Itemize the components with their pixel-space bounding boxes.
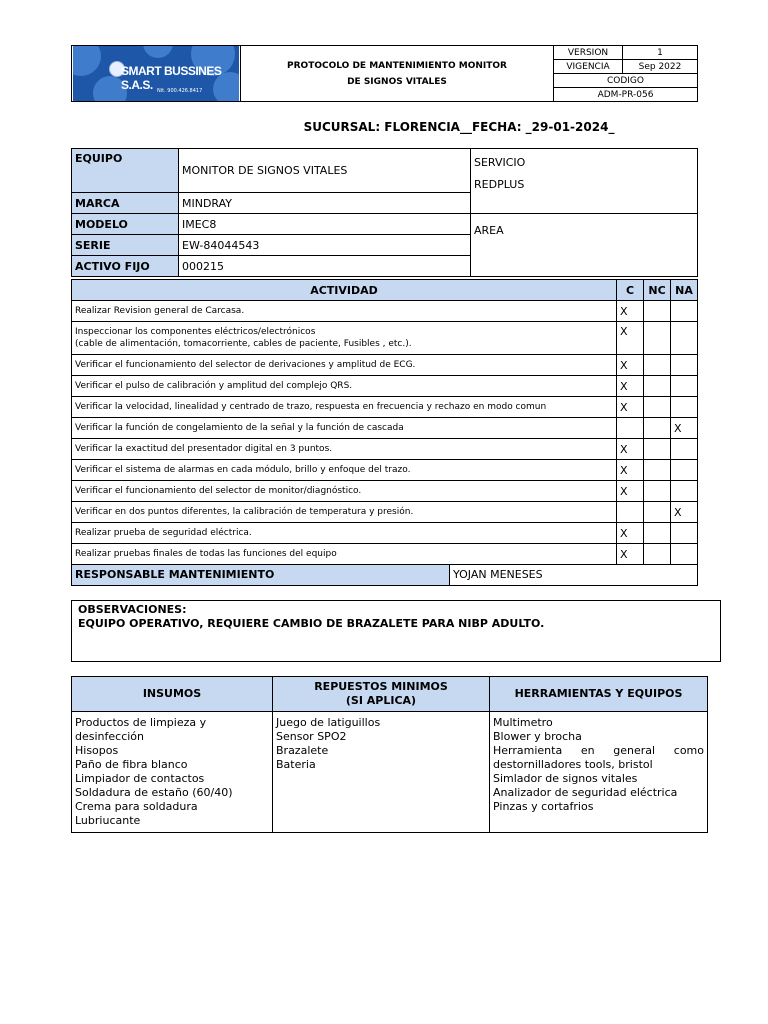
check-c (617, 418, 644, 439)
col-na-header: NA (671, 280, 698, 301)
list-item: Bateria (276, 758, 316, 771)
sucursal-text: SUCURSAL: FLORENCIA__FECHA: _29-01-2024_ (303, 120, 615, 134)
servicio-value: REDPLUS (474, 178, 525, 191)
list-item: Hisopos (75, 744, 119, 757)
responsable-row (72, 565, 698, 586)
check-nc (644, 481, 671, 502)
list-item: Crema para soldadura (75, 800, 198, 813)
list-item: Analizador de seguridad eléctrica (493, 786, 678, 799)
list-item: Multimetro (493, 716, 553, 729)
version-value: 1 (623, 46, 698, 60)
check-c (617, 502, 644, 523)
check-na (671, 481, 698, 502)
codigo-label: CODIGO (554, 74, 698, 88)
check-c: X (617, 355, 644, 376)
list-item: Limpiador de contactos (75, 772, 205, 785)
activity-row (72, 322, 698, 355)
responsable-value: YOJAN MENESES (453, 568, 543, 581)
check-nc (644, 322, 671, 355)
check-na (671, 523, 698, 544)
check-na (671, 544, 698, 565)
activo-fijo-value: 000215 (179, 256, 471, 277)
list-item: Simlador de signos vitales (493, 772, 638, 785)
activity-text-line-2: (cable de alimentación, tomacorriente, cables de paciente, Fusibles , etc.). (75, 339, 412, 349)
check-na (671, 376, 698, 397)
list-item: Productos de limpieza y desinfección (75, 716, 207, 743)
activity-text: Verificar el funcionamiento del selector de derivaciones y amplitud de ECG. (72, 355, 617, 376)
list-item: Brazalete (276, 744, 329, 757)
observations-label: OBSERVACIONES: (78, 603, 187, 616)
check-nc (644, 439, 671, 460)
area-label: AREA (471, 214, 698, 277)
logo-cell (72, 46, 241, 102)
check-c: X (617, 481, 644, 502)
check-c: X (617, 301, 644, 322)
activity-row (72, 301, 698, 322)
activity-text: Verificar la exactitud del presentador digital en 3 puntos. (72, 439, 617, 460)
insumos-list (72, 712, 273, 833)
check-na: X (671, 502, 698, 523)
document-header (71, 45, 698, 102)
version-label: VERSION (554, 46, 623, 60)
list-item: Lubriucante (75, 814, 141, 827)
marca-value: MINDRAY (179, 193, 471, 214)
check-na (671, 322, 698, 355)
herramientas-header: HERRAMIENTAS Y EQUIPOS (490, 677, 708, 712)
list-item: Juego de latiguillos (276, 716, 381, 729)
activity-text: Verificar la velocidad, linealidad y centrado de trazo, respuesta en frecuencia y rechazo en modo comun (72, 397, 617, 418)
equipment-info-table (71, 148, 698, 277)
title-line-2: DE SIGNOS VITALES (347, 76, 447, 87)
activity-text-line-1: Inspeccionar los componentes eléctricos/electrónicos (75, 327, 316, 337)
serie-label: SERIE (72, 235, 179, 256)
equipo-label: EQUIPO (72, 149, 179, 193)
check-c: X (617, 460, 644, 481)
activity-row (72, 523, 698, 544)
check-c: X (617, 376, 644, 397)
check-na (671, 397, 698, 418)
document-title (241, 46, 554, 102)
activity-text (72, 322, 617, 355)
activity-row (72, 544, 698, 565)
insumos-header: INSUMOS (72, 677, 273, 712)
activity-text: Verificar la función de congelamiento de la señal y la función de cascada (72, 418, 617, 439)
check-na (671, 439, 698, 460)
responsable-label: RESPONSABLE MANTENIMIENTO (72, 565, 450, 585)
activity-text: Realizar prueba de seguridad eléctrica. (72, 523, 617, 544)
check-nc (644, 502, 671, 523)
check-na (671, 301, 698, 322)
activity-text: Realizar Revision general de Carcasa. (72, 301, 617, 322)
vigencia-label: VIGENCIA (554, 60, 623, 74)
activity-row (72, 355, 698, 376)
activity-text: Verificar en dos puntos diferentes, la calibración de temperatura y presión. (72, 502, 617, 523)
supplies-table (71, 676, 708, 833)
list-item: Paño de fibra blanco (75, 758, 188, 771)
activo-fijo-label: ACTIVO FIJO (72, 256, 179, 277)
check-nc (644, 355, 671, 376)
repuestos-list (273, 712, 490, 833)
activity-text: Verificar el funcionamiento del selector de monitor/diagnóstico. (72, 481, 617, 502)
observations-box (71, 600, 721, 662)
check-nc (644, 544, 671, 565)
check-c: X (617, 439, 644, 460)
activities-table (71, 279, 698, 586)
check-na (671, 355, 698, 376)
company-logo (73, 46, 239, 101)
check-c: X (617, 322, 644, 355)
vigencia-value: Sep 2022 (623, 60, 698, 74)
activity-row (72, 481, 698, 502)
servicio-cell (471, 149, 698, 214)
col-c-header: C (617, 280, 644, 301)
check-na: X (671, 418, 698, 439)
check-nc (644, 460, 671, 481)
activity-row (72, 502, 698, 523)
list-item: Herramienta en general como (493, 744, 704, 757)
codigo-value: ADM-PR-056 (554, 88, 698, 102)
check-c: X (617, 397, 644, 418)
check-nc (644, 301, 671, 322)
observations-text: EQUIPO OPERATIVO, REQUIERE CAMBIO DE BRAZALETE PARA NIBP ADULTO. (78, 617, 545, 630)
list-item: Sensor SPO2 (276, 730, 347, 743)
modelo-label: MODELO (72, 214, 179, 235)
repuestos-header-line-2: (SI APLICA) (345, 694, 417, 707)
logo-nit: Nit. 900.426.8417 (157, 88, 203, 94)
sucursal-date-line (0, 120, 768, 134)
check-nc (644, 376, 671, 397)
activity-text: Verificar el sistema de alarmas en cada módulo, brillo y enfoque del trazo. (72, 460, 617, 481)
servicio-label: SERVICIO (474, 156, 526, 169)
check-c: X (617, 523, 644, 544)
herramientas-list (490, 712, 708, 833)
marca-label: MARCA (72, 193, 179, 214)
check-na (671, 460, 698, 481)
activity-row (72, 397, 698, 418)
logo-text: SMART BUSSINES S.A.S. (121, 64, 222, 92)
title-line-1: PROTOCOLO DE MANTENIMIENTO MONITOR (287, 60, 507, 71)
check-nc (644, 397, 671, 418)
list-item: Soldadura de estaño (60/40) (75, 786, 233, 799)
repuestos-header-line-1: REPUESTOS MINIMOS (314, 680, 448, 693)
activity-row (72, 460, 698, 481)
activity-row (72, 439, 698, 460)
activity-text: Realizar pruebas finales de todas las funciones del equipo (72, 544, 617, 565)
activity-row (72, 376, 698, 397)
list-item: Pinzas y cortafrios (493, 800, 594, 813)
activity-text: Verificar el pulso de calibración y amplitud del complejo QRS. (72, 376, 617, 397)
repuestos-header (273, 677, 490, 712)
equipo-value: MONITOR DE SIGNOS VITALES (179, 149, 471, 193)
check-c: X (617, 544, 644, 565)
list-item: destornilladores tools, bristol (493, 758, 653, 771)
col-nc-header: NC (644, 280, 671, 301)
list-item: Blower y brocha (493, 730, 582, 743)
actividad-header: ACTIVIDAD (72, 280, 617, 301)
modelo-value: IMEC8 (179, 214, 471, 235)
activity-row (72, 418, 698, 439)
serie-value: EW-84044543 (179, 235, 471, 256)
check-nc (644, 523, 671, 544)
check-nc (644, 418, 671, 439)
